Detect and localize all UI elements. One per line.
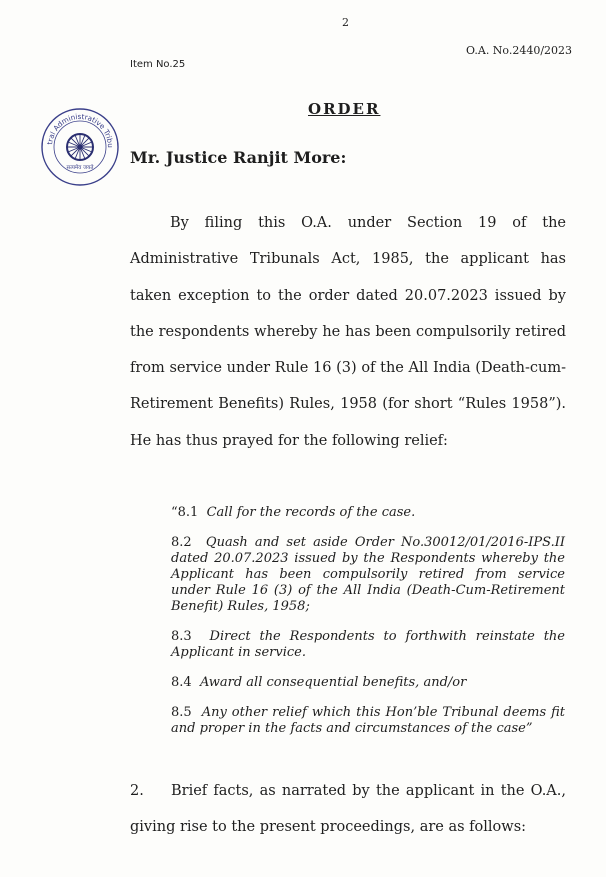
tribunal-seal-icon: [40, 107, 120, 187]
relief-item: “8.1 Call for the records of the case.: [171, 505, 416, 520]
judge-name: Mr. Justice Ranjit More:: [130, 148, 347, 167]
paragraph-2: [130, 773, 566, 846]
relief-item: 8.3 Direct the Respondents to forthwith reinstate the Applicant in service.: [171, 629, 566, 660]
paragraph-1: [130, 205, 566, 459]
page-number: 2: [342, 16, 349, 29]
relief-list: [171, 505, 565, 751]
case-number: O.A. No.2440/2023: [466, 44, 573, 57]
tribunal-seal: [40, 107, 120, 187]
relief-item: 8.4 Award all consequential benefits, and/or: [171, 675, 467, 690]
order-title: ORDER: [308, 100, 381, 118]
relief-item: 8.5 Any other relief which this Hon’ble Tribunal deems fit and proper in the facts and circumstances of the case”: [171, 705, 566, 736]
seal-motto: सत्यमेव जयते: [66, 165, 94, 171]
paragraph-1-text: By filing this O.A. under Section 19 of the Administrative Tribunals Act, 1985, the applicant has taken exception to the order dated 20.07.2023 issued by the respondents whereby he has been compulsorily retired from service under Rule 16 (3) of the All India (Death-cum-Retirement Benefits) Rules, 1958 (for short “Rules 1958”). He has thus prayed for the following relief:: [130, 215, 566, 449]
paragraph-2-text: Brief facts, as narrated by the applicant in the O.A., giving rise to the present proceedings, are as follows:: [130, 783, 566, 836]
paragraph-2-number: 2.: [130, 783, 144, 799]
item-number: Item No.25: [130, 59, 186, 70]
relief-item: 8.2 Quash and set aside Order No.30012/01/2016-IPS.II dated 20.07.2023 issued by the Respondents whereby the Applicant has been compulsorily retired from service under Rule 16 (3) of the All India (Death-Cum-Retirement Benefit) Rules, 1958;: [171, 535, 566, 614]
svg-text:Central Administrative Tribuna: tral Administrative Tribu: [45, 111, 116, 149]
